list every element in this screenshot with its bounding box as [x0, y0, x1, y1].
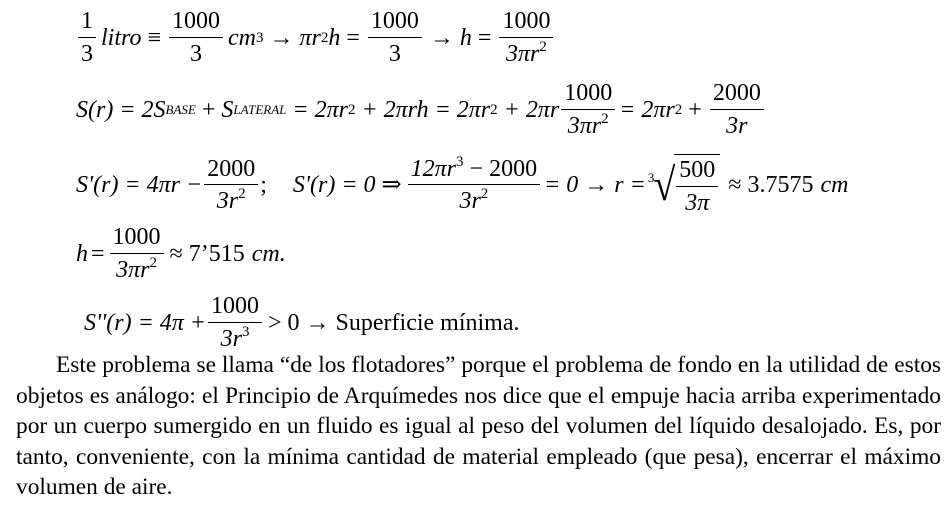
fraction-critical: $\frac{12\pi r^3 - 2000}{3r^2}$	[408, 156, 540, 216]
fraction-1000-3-b: $\frac{1000}{3}$	[368, 8, 422, 68]
fraction-one-third: $\frac{1}{3}$	[78, 8, 96, 68]
equation-4: h = $\frac{1000}{3\pi r^2}$ ≈ 7’515 cm.	[76, 224, 286, 283]
fraction-h-result: $\frac{1000}{3\pi r^2}$	[499, 8, 553, 68]
fraction-2000-3r: $\frac{2000}{3r}$	[710, 80, 764, 140]
fraction-derivative: $\frac{2000}{3r^2}$	[204, 156, 258, 216]
explanation-paragraph: Este problema se llama “de los flotadores” porque el problema de fondo en la utilidad de estos objetos es análogo: el Principio de Arquímedes nos dice que el empuje hacia arriba experimentado por un cuerpo sumergido en un fluido es igual al peso del volumen del líquido desalojado. Es, por tanto, conveniente, con la mínima cantidad de material empleado (que pesa), encerrar el máximo volumen de aire.	[16, 352, 941, 500]
equation-3: S'(r) = 4πr − $\frac{2000}{3r^2}$ ; S'(r) = 0 ⇒ $\frac{12\pi r^3 - 2000}{3r^2}$ = 0 → r = 3 √ $\frac{500}{3\pi}$ ≈ 3.7575 cm	[76, 153, 849, 216]
fraction-h-value: $\frac{1000}{3\pi r^2}$	[110, 224, 164, 284]
fraction-1000-3: $\frac{1000}{3}$	[169, 8, 223, 68]
equation-5: S''(r) = 4π + $\frac{1000}{3r^3}$ > 0 → Superficie mínima.	[84, 293, 520, 352]
radical-sign-icon: √	[653, 158, 676, 211]
fraction-500-3pi: $\frac{500}{3\pi}$	[676, 157, 718, 217]
cube-root: 3 √ $\frac{500}{3\pi}$	[648, 154, 720, 217]
fraction-lateral: $\frac{1000}{3\pi r^2}$	[561, 80, 615, 140]
fraction-second-derivative: $\frac{1000}{3r^3}$	[208, 293, 262, 353]
equation-1: $\frac{1}{3}$ litro ≡ $\frac{1000}{3}$ cm 3 → πr 2 h = $\frac{1000}{3}$ → h = $\frac{1000}{3\pi r^2}$	[76, 8, 555, 68]
equation-2: S(r) = 2S BASE + S LATERAL = 2πr 2 + 2πrh = 2πr 2 + 2πr $\frac{1000}{3\pi r^2}$ = 2πr 2 + $\frac{2000}{3r}$	[76, 80, 766, 140]
